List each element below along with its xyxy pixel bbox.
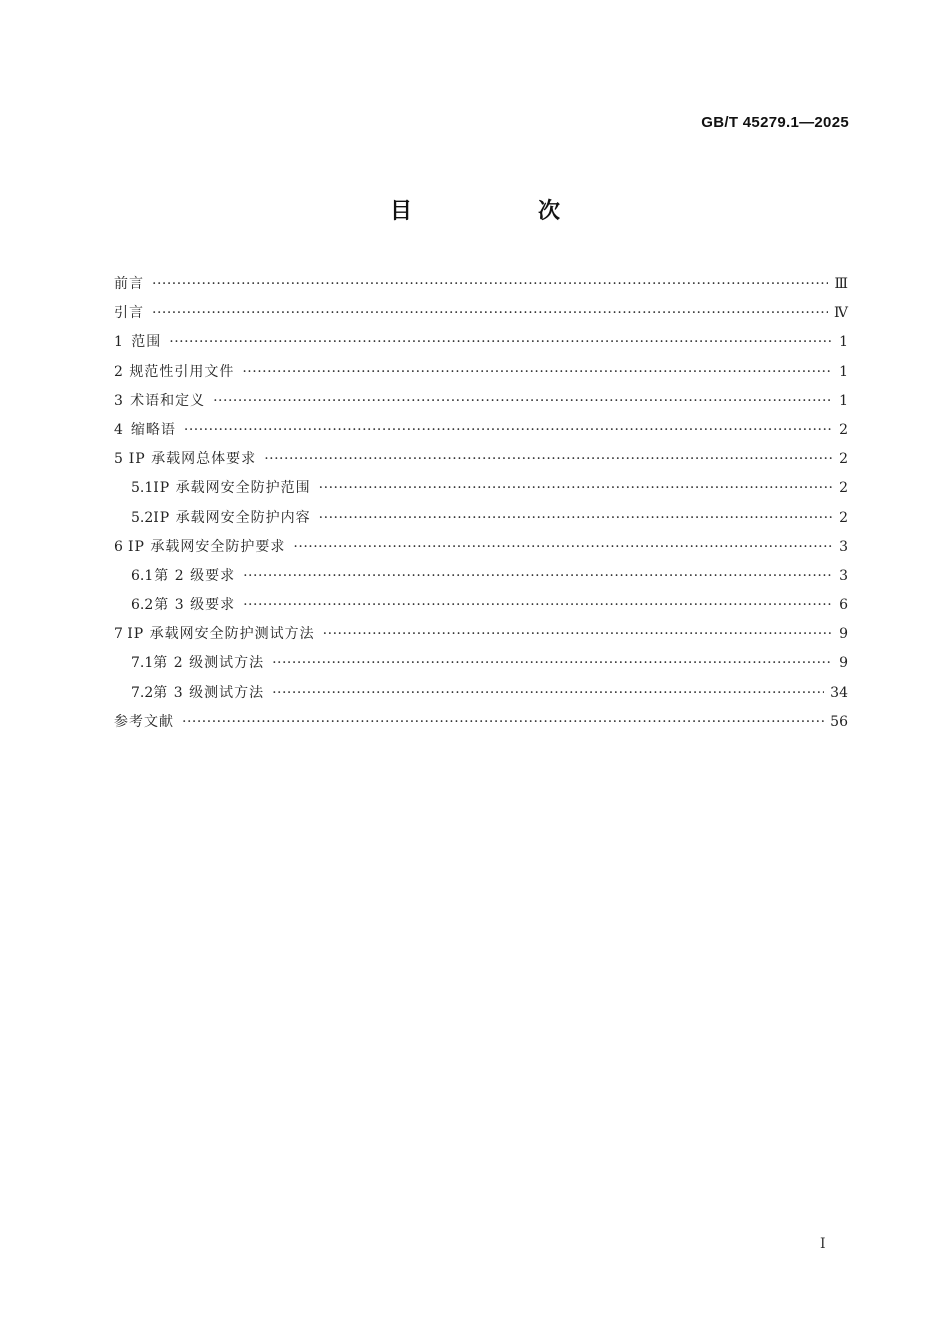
toc-entry-page: 1 — [839, 363, 848, 380]
toc-entry-title: 第 2 级测试方法 — [153, 655, 265, 672]
toc-entry-page: 34 — [830, 684, 848, 701]
toc-entry-number: 6.2 — [131, 597, 154, 614]
toc-entry-title: 第 3 级测试方法 — [153, 684, 265, 701]
toc-entry-title: IP 承载网安全防护测试方法 — [127, 626, 315, 643]
toc-dot-leader — [242, 358, 832, 387]
toc-entry[interactable] — [114, 474, 848, 503]
toc-dot-leader — [272, 649, 832, 678]
toc-entry-title: IP 承载网总体要求 — [128, 451, 257, 468]
toc-dot-leader — [319, 474, 832, 503]
toc-entry[interactable] — [114, 299, 848, 328]
toc-dot-leader — [293, 533, 832, 562]
toc-entry[interactable] — [114, 679, 848, 708]
page-title: 目 次 — [389, 199, 612, 224]
toc-entry-number: 6 — [114, 538, 123, 555]
toc-entry[interactable] — [114, 358, 848, 387]
toc-entry-number: 4 — [114, 421, 123, 438]
toc-dot-leader — [323, 620, 832, 649]
toc-dot-leader — [182, 708, 824, 737]
toc-entry-number: 2 — [114, 363, 123, 380]
toc-entry-title: 参考文献 — [114, 713, 174, 730]
toc-entry[interactable] — [114, 708, 848, 737]
toc-entry-number: 5.1 — [131, 480, 154, 497]
toc-entry-page: 3 — [839, 567, 848, 584]
page-number: Ⅰ — [820, 1236, 826, 1252]
toc-dot-leader — [213, 387, 832, 416]
toc-entry-number: 7.1 — [131, 655, 154, 672]
toc-entry-page: 2 — [839, 509, 848, 526]
toc-entry[interactable] — [114, 562, 848, 591]
toc-entry[interactable] — [114, 591, 848, 620]
toc-entry-title: IP 承载网安全防护范围 — [153, 480, 311, 497]
toc-entry[interactable] — [114, 387, 848, 416]
toc-entry[interactable] — [114, 620, 848, 649]
toc-entry-title: 规范性引用文件 — [129, 363, 235, 380]
toc-entry-title: 前言 — [114, 276, 144, 292]
toc-entry-number: 6.1 — [131, 567, 154, 584]
toc-entry-number: 5 — [114, 451, 123, 468]
toc-entry[interactable] — [114, 649, 848, 678]
toc-entry-title: 第 2 级要求 — [154, 567, 236, 584]
toc-entry-page: Ⅲ — [834, 276, 848, 292]
toc-entry[interactable] — [114, 533, 848, 562]
toc-entry[interactable] — [114, 504, 848, 533]
toc-entry-page: 1 — [839, 392, 848, 409]
toc-entry[interactable] — [114, 270, 848, 299]
toc-entry-title: 第 3 级要求 — [154, 597, 236, 614]
toc-entry-title: 范围 — [131, 334, 162, 351]
toc-entry-number: 7 — [114, 626, 123, 643]
toc-entry-title: 术语和定义 — [130, 392, 206, 409]
toc-entry-page: 2 — [839, 421, 848, 438]
toc-entry-page: 6 — [839, 597, 848, 614]
toc-entry-title: IP 承载网安全防护内容 — [153, 509, 311, 526]
toc-entry-number: 3 — [114, 392, 123, 409]
toc-dot-leader — [184, 416, 832, 445]
standard-code: GB/T 45279.1—2025 — [701, 114, 849, 131]
toc-entry-page: 2 — [839, 451, 848, 468]
toc-entry-page: 2 — [839, 480, 848, 497]
toc-entry[interactable] — [114, 416, 848, 445]
toc-entry-page: 9 — [839, 655, 848, 672]
toc-dot-leader — [152, 299, 828, 328]
table-of-contents — [114, 270, 848, 737]
toc-dot-leader — [272, 679, 824, 708]
toc-entry-title: 引言 — [114, 305, 144, 322]
toc-dot-leader — [264, 445, 832, 474]
toc-dot-leader — [169, 328, 832, 357]
toc-entry-page: 3 — [839, 538, 848, 555]
toc-entry-title: 缩略语 — [130, 421, 176, 438]
toc-entry-number: 1 — [114, 334, 123, 351]
toc-entry-page: 1 — [839, 334, 848, 351]
toc-entry[interactable] — [114, 328, 848, 357]
toc-entry-page: 56 — [830, 713, 848, 730]
toc-dot-leader — [319, 504, 832, 533]
toc-dot-leader — [243, 562, 832, 591]
toc-entry-number: 7.2 — [131, 684, 154, 701]
toc-entry-title: IP 承载网安全防护要求 — [128, 538, 286, 555]
toc-entry-number: 5.2 — [131, 509, 154, 526]
toc-entry[interactable] — [114, 445, 848, 474]
toc-entry-page: Ⅳ — [834, 305, 848, 322]
toc-dot-leader — [243, 591, 832, 620]
toc-entry-page: 9 — [839, 626, 848, 643]
toc-dot-leader — [152, 270, 828, 299]
